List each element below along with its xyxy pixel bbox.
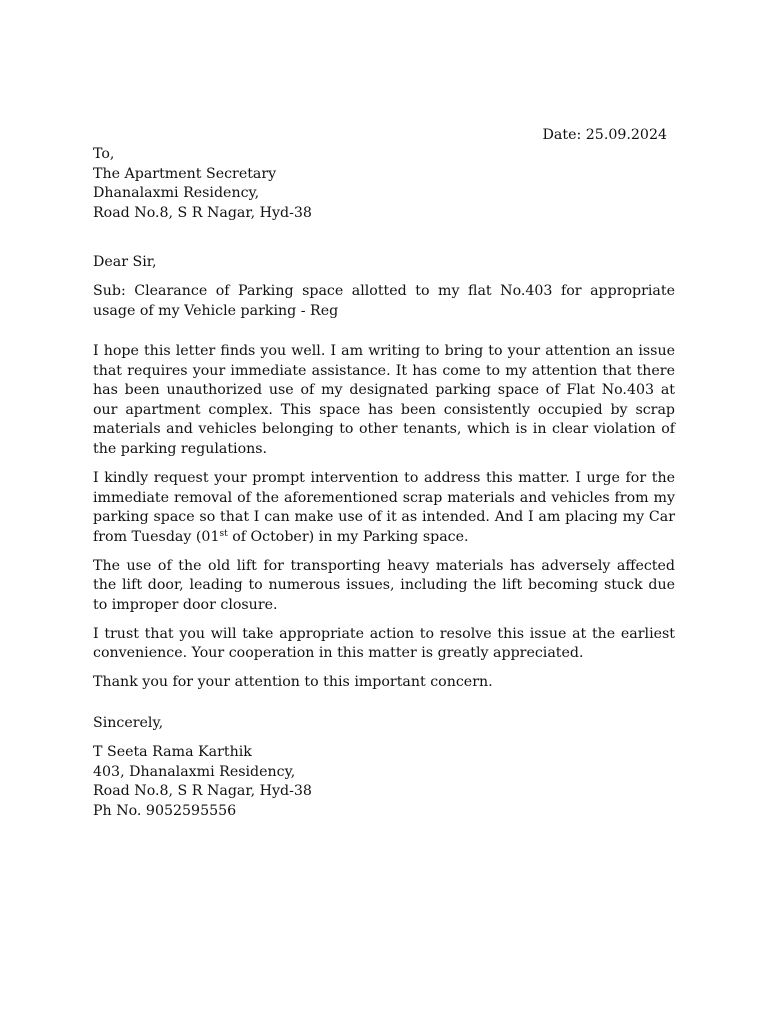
ordinal-suffix: st bbox=[219, 528, 228, 539]
letter-body bbox=[93, 342, 675, 693]
sender-address-line: Road No.8, S R Nagar, Hyd-38 bbox=[93, 783, 312, 800]
salutation: Dear Sir, bbox=[93, 254, 157, 270]
addressee-block bbox=[93, 145, 675, 223]
addressee-line: Dhanalaxmi Residency, bbox=[93, 185, 260, 202]
body-paragraph-2-text-end: of October) in my Parking space. bbox=[227, 528, 469, 545]
body-paragraph-3: The use of the old lift for transporting heavy materials has adversely affected the lift door, leading to numerous issues, including the lift becoming stuck due to improper door closure. bbox=[93, 557, 675, 613]
signature-block bbox=[93, 743, 675, 821]
addressee-line: Road No.8, S R Nagar, Hyd-38 bbox=[93, 204, 312, 221]
addressee-line: The Apartment Secretary bbox=[93, 165, 277, 182]
body-paragraph-2 bbox=[93, 469, 675, 547]
body-paragraph-5: Thank you for your attention to this important concern. bbox=[93, 674, 493, 691]
sender-name: T Seeta Rama Karthik bbox=[93, 744, 252, 760]
body-paragraph-2-text: I kindly request your prompt intervention to address this matter. I urge for the immediate removal of the aforementioned scrap materials and vehicles from my parking space so that I can make use of it as intended. And I am placing my Car from Tuesday (01 bbox=[93, 469, 675, 545]
sender-phone: Ph No. 9052595556 bbox=[93, 802, 237, 819]
body-paragraph-1: I hope this letter finds you well. I am writing to bring to your attention an issue that requires your immediate assistance. It has come to my attention that there has been unauthorized use of my designated parking space of Flat No.403 at our apartment complex. This space has been consistently occupied by scrap materials and vehicles belonging to other tenants, which is in clear violation of the parking regulations. bbox=[93, 343, 675, 457]
letter-date: Date: 25.09.2024 bbox=[542, 127, 667, 143]
body-paragraph-4: I trust that you will take appropriate action to resolve this issue at the earliest convenience. Your cooperation in this matter is greatly appreciated. bbox=[93, 625, 675, 662]
closing: Sincerely, bbox=[93, 715, 164, 731]
addressee-line: To, bbox=[93, 146, 115, 162]
sender-address-line: 403, Dhanalaxmi Residency, bbox=[93, 763, 296, 780]
subject-line: Sub: Clearance of Parking space allotted to my flat No.403 for appropriate usage of my Vehicle parking - Reg bbox=[93, 283, 675, 319]
